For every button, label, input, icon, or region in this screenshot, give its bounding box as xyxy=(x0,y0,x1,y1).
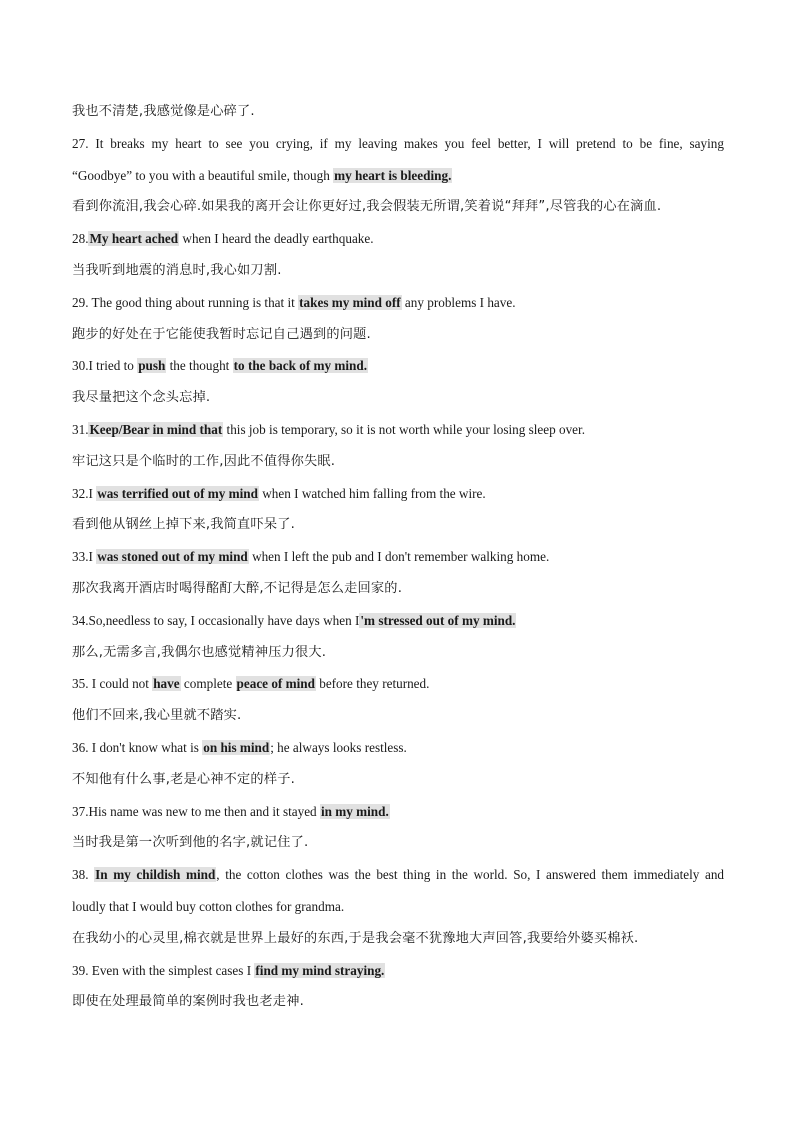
english-sentence-line xyxy=(72,135,724,153)
text-run: 33.I xyxy=(72,549,97,565)
text-run: 37.His name was new to me then and it stayed xyxy=(72,803,320,819)
text-run: 31. xyxy=(72,422,89,437)
text-run: 即使在处理最简单的案例时我也老走神. xyxy=(72,994,304,1010)
highlighted-phrase: in my mind. xyxy=(320,803,389,819)
english-sentence-line xyxy=(72,739,724,757)
english-sentence-line xyxy=(72,612,724,630)
text-run: , the cotton clothes was the best thing in the world. So, I answered them immediately and xyxy=(216,867,725,883)
english-sentence-line xyxy=(72,230,724,248)
text-run: 他们不回来,我心里就不踏实. xyxy=(72,708,242,724)
highlighted-phrase: have xyxy=(153,676,180,692)
text-run: 29. The good thing about running is that it xyxy=(72,294,299,310)
highlighted-phrase: Keep/Bear in mind that xyxy=(89,422,223,437)
english-sentence-line xyxy=(72,294,724,312)
text-run: 在我幼小的心灵里,棉衣就是世界上最好的东西,于是我会毫不犹豫地大声回答,我要给外婆买棉袄. xyxy=(72,930,639,946)
highlighted-phrase: find my mind straying. xyxy=(255,962,385,978)
chinese-translation-line xyxy=(72,103,724,121)
text-run: complete xyxy=(180,676,236,692)
text-run: 39. Even with the simplest cases I xyxy=(72,962,255,978)
english-sentence-line xyxy=(72,548,724,566)
text-run: 看到你流泪,我会心碎.如果我的离开会让你更好过,我会假装无所谓,笑着说“拜拜”,尽管我的心在滴血. xyxy=(72,199,662,215)
highlighted-phrase: 'm stressed out of my mind. xyxy=(360,612,516,628)
english-sentence-line xyxy=(72,357,724,375)
highlighted-phrase: peace of mind xyxy=(236,676,315,692)
text-run: loudly that I would buy cotton clothes for grandma. xyxy=(72,899,345,914)
english-sentence-line xyxy=(72,898,724,916)
chinese-translation-line xyxy=(72,516,724,534)
text-run: 跑步的好处在于它能使我暂时忘记自己遇到的问题. xyxy=(72,326,371,342)
chinese-translation-line xyxy=(72,262,724,280)
text-run: 27. It breaks my heart to see you crying, if my leaving makes you feel better, I will pretend to be fine, saying xyxy=(72,135,724,151)
text-run: 我也不清楚,我感觉像是心碎了. xyxy=(72,104,255,119)
chinese-translation-line xyxy=(72,707,724,725)
chinese-translation-line xyxy=(72,453,724,471)
chinese-translation-line xyxy=(72,580,724,598)
text-run: 35. I could not xyxy=(72,676,153,692)
english-sentence-line xyxy=(72,421,724,439)
chinese-translation-line xyxy=(72,930,724,948)
highlighted-phrase: my heart is bleeding. xyxy=(334,167,452,183)
text-run: when I left the pub and I don't remember walking home. xyxy=(248,549,550,565)
text-run: ; he always looks restless. xyxy=(270,740,407,755)
text-run: 我尽量把这个念头忘掉. xyxy=(72,390,211,406)
english-sentence-line xyxy=(72,962,724,980)
text-run: 34.So,needless to say, I occasionally have days when I xyxy=(72,612,360,628)
text-run: 当我听到地震的消息时,我心如刀割. xyxy=(72,263,282,278)
text-run: 30.I tried to xyxy=(72,358,138,374)
text-run: 看到他从钢丝上掉下来,我简直吓呆了. xyxy=(72,517,295,533)
chinese-translation-line xyxy=(72,771,724,789)
english-sentence-line xyxy=(72,866,724,884)
text-run: 那次我离开酒店时喝得酩酊大醉,不记得是怎么走回家的. xyxy=(72,581,403,596)
chinese-translation-line xyxy=(72,834,724,852)
text-run: 不知他有什么事,老是心神不定的样子. xyxy=(72,771,295,787)
highlighted-phrase: My heart ached xyxy=(89,231,179,247)
text-run: any problems I have. xyxy=(401,294,516,310)
text-run: 28. xyxy=(72,231,89,247)
text-run: 那么,无需多言,我偶尔也感觉精神压力很大. xyxy=(72,644,327,660)
chinese-translation-line xyxy=(72,644,724,662)
highlighted-phrase: on his mind xyxy=(203,740,270,755)
text-run: when I watched him falling from the wire. xyxy=(258,485,486,501)
english-sentence-line xyxy=(72,803,724,821)
english-sentence-line xyxy=(72,485,724,503)
chinese-translation-line xyxy=(72,389,724,407)
chinese-translation-line xyxy=(72,326,724,344)
english-sentence-line xyxy=(72,167,724,185)
text-run: before they returned. xyxy=(315,676,430,692)
chinese-translation-line xyxy=(72,198,724,216)
text-run: this job is temporary, so it is not worth while your losing sleep over. xyxy=(223,422,586,437)
text-run: 牢记这只是个临时的工作,因此不值得你失眠. xyxy=(72,453,336,469)
highlighted-phrase: takes my mind off xyxy=(299,294,401,310)
highlighted-phrase: was terrified out of my mind xyxy=(97,485,258,501)
text-run: 38. xyxy=(72,867,95,883)
highlighted-phrase: push xyxy=(138,358,166,374)
highlighted-phrase: In my childish mind xyxy=(95,867,216,883)
text-run: 36. I don't know what is xyxy=(72,740,203,755)
chinese-translation-line xyxy=(72,993,724,1011)
text-run: 32.I xyxy=(72,485,97,501)
text-run: 当时我是第一次听到他的名字,就记住了. xyxy=(72,835,309,851)
highlighted-phrase: was stoned out of my mind xyxy=(97,549,248,565)
text-run: when I heard the deadly earthquake. xyxy=(179,231,374,247)
english-sentence-line xyxy=(72,675,724,693)
text-run: the thought xyxy=(166,358,233,374)
text-run: “Goodbye” to you with a beautiful smile, though xyxy=(72,167,334,183)
highlighted-phrase: to the back of my mind. xyxy=(233,358,367,374)
